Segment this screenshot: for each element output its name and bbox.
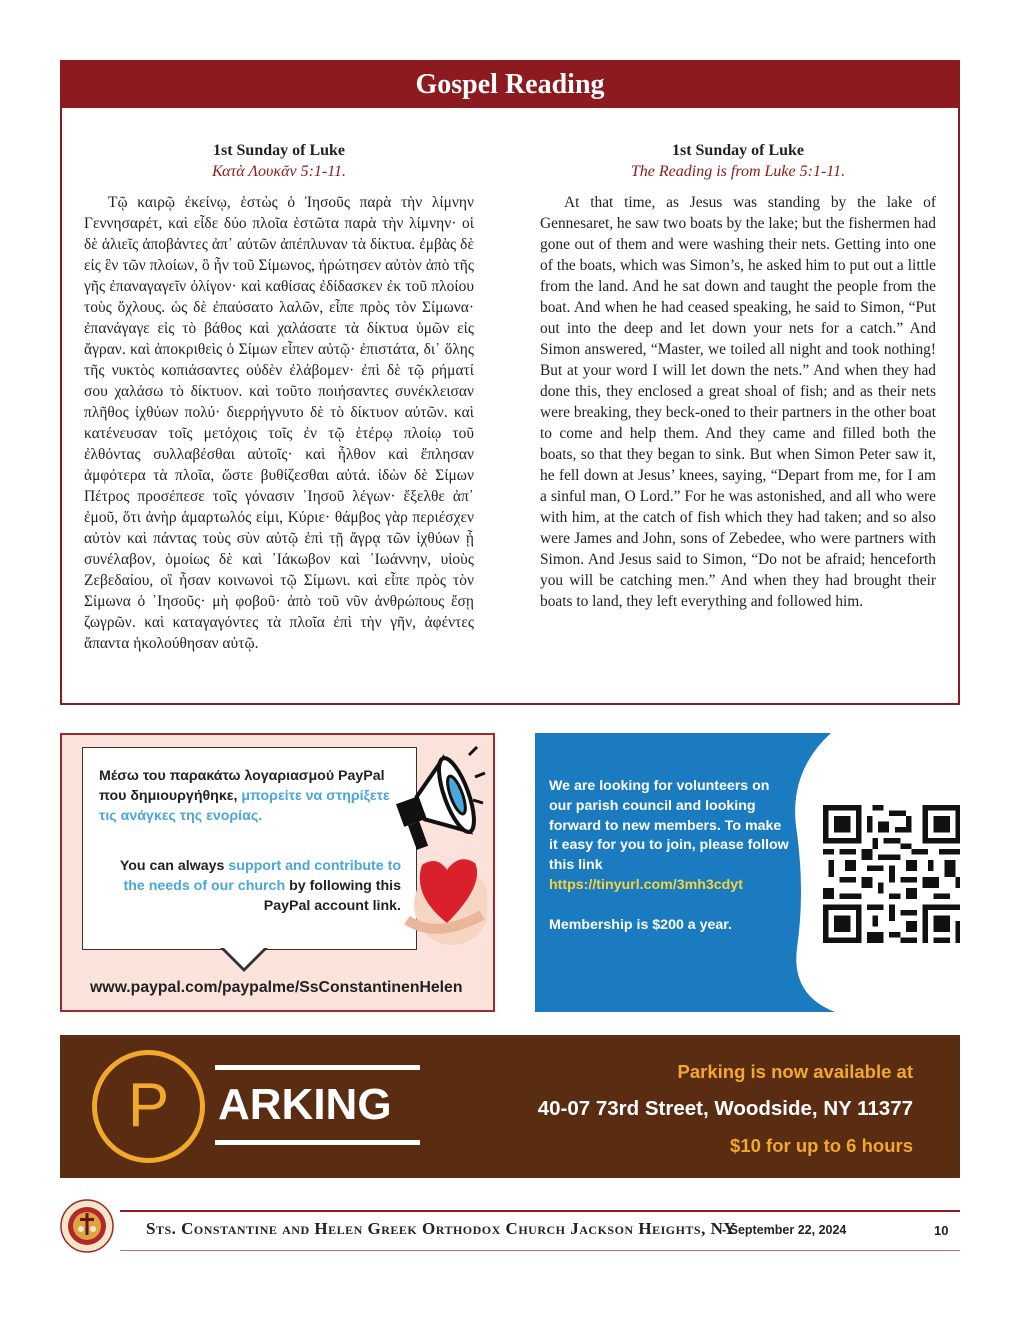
parking-address: 40-07 73rd Street, Woodside, NY 11377 [537, 1097, 913, 1120]
parking-banner [60, 1035, 960, 1178]
footer-rule-top [120, 1210, 960, 1212]
paypal-greek-plain: Μέσω του παρακάτω λογαριασμού PayPal που δημιουργήθηκε, [99, 768, 385, 804]
page-number: 10 [934, 1223, 949, 1238]
paypal-greek-text [99, 766, 399, 826]
parking-info [538, 1059, 913, 1159]
membership-fee: Membership is $200 a year. [549, 916, 732, 933]
volunteer-section [535, 733, 960, 1012]
paypal-english-text [101, 856, 401, 916]
parking-availability: Parking is now available at [677, 1061, 913, 1082]
megaphone-icon [377, 745, 487, 945]
qr-code-icon[interactable] [823, 805, 960, 943]
paypal-english-post: by following this PayPal account link. [263, 878, 401, 914]
paypal-english-pre: You can always [119, 858, 225, 874]
gospel-reading-section [60, 60, 960, 705]
footer-date: - September 22, 2024 [722, 1223, 847, 1237]
english-text: At that time, as Jesus was standing by the lake of Gennesaret, he saw two boats by the lake; but the fishermen had gone out of them and were washing their nets. Getting into one of the boats, which was Simon’s, he asked him to put out a little from the land. And he sat down and taught the people from the boat. And when he had ceased speaking, he said to Simon, “Put out into the deep and let down your nets for a catch.” And Simon answered, “Master, we toiled all night and took nothing! But at your word I will let down the nets.” And when they had done this, they enclosed a great shoal of fish; and as their nets were breaking, they beck-oned to their partners in the other boat to come and help them. And they came and filled both the boats, so that they began to sink. But when Simon Peter saw it, he fell down at Jesus’ knees, saying, “Depart from me, for I am a sinful man, O Lord.” For he was astonished, and all who were with him, at the catch of fish which they had taken; and so also were James and John, sons of Zebedee, who were partners with Simon. And Jesus said to Simon, “Do not be afraid; henceforth you will be catching men.” And when they had brought their boats to land, they left everything and followed him. [540, 194, 936, 610]
greek-text: Τῷ καιρῷ ἐκείνῳ, ἑστὼς ὁ Ἰησοῦς παρὰ τὴν λίμνην Γεννησαρέτ, καὶ εἶδε δύο πλοῖα ἑστῶτα παρὰ τὴν λίμνην· οἱ δὲ ἁλιεῖς ἀποβάντες ἀπ᾿ αὐτῶν ἀπέπλυναν τὰ δίκτυα. ἐμβὰς δὲ εἰς ἓν τῶν πλοίων, ὃ ἦν τοῦ Σίμωνος, ἠρώτησεν αὐτὸν ἀπὸ τῆς γῆς ἐπαναγαγεῖν ὀλίγον· καὶ καθίσας ἐδίδασκεν ἐκ τοῦ πλοίου τοὺς ὄχλους. ὡς δὲ ἐπαύσατο λαλῶν, εἶπε πρὸς τὸν Σίμωνα· ἐπανάγαγε εἰς τὸ βάθος καὶ χαλάσατε τὰ δίκτυα ὑμῶν εἰς ἄγραν. καὶ ἀποκριθεὶς ὁ Σίμων εἶπεν αὐτῷ· ἐπιστάτα, δι᾿ ὅλης τῆς νυκτὸς κοπιάσαντες οὐδὲν ἐλάβομεν· ἐπὶ δὲ τῷ ρήματί σου χαλάσω τὸ δίκτυον. καὶ τοῦτο ποιήσαντες συνέκλεισαν πλῆθος ἰχθύων πολύ· διερρήγνυτο δὲ τὸ δίκτυον αὐτῶν. καὶ κατένευσαν τοῖς μετόχοις τοῖς ἐν τῷ ἑτέρῳ πλοίῳ τοῦ ἐλθόντας συλλαβέσθαι αὐτοῖς· καὶ ἦλθον καὶ ἔπλησαν ἀμφότερα τὰ πλοῖα, ὥστε βυθίζεσθαι αὐτά. ἰδὼν δὲ Σίμων Πέτρος προσέπεσε τοῖς γόνασιν ᾿Ιησοῦ λέγων· ἔξελθε ἀπ᾿ ἐμοῦ, ὅτι ἀνὴρ ἁμαρτωλός εἰμι, Κύριε· θάμβος γὰρ περιέσχεν αὐτὸν καὶ πάντας τοὺς σὺν αὐτῷ ἐπὶ τῇ ἄγρᾳ τῶν ἰχθύων ᾗ συνέλαβον, ὁμοίως δὲ καὶ ᾿Ιάκωβον καὶ ᾿Ιωάννην, υἱοὺς Ζεβεδαίου, οἳ ἦσαν κοινωνοὶ τῷ Σίμωνι. καὶ εἶπε πρὸς τὸν Σίμωνα ὁ ᾿Ιησοῦς· μὴ φοβοῦ· ἀπὸ τοῦ νῦν ἀνθρώπους ἔσῃ ζωγρῶν. καὶ καταγαγόντες τὰ πλοῖα ἐπὶ τὴν γῆν, ἀφέντες ἅπαντα ἠκολούθησαν αὐτῷ. [84, 194, 474, 652]
greek-title: 1st Sunday of Luke [212, 142, 346, 159]
footer-rule-bottom [120, 1250, 960, 1251]
paypal-link[interactable]: www.paypal.com/paypalme/SsConstantinenHelen [90, 979, 463, 996]
greek-subtitle: Κατὰ Λουκᾶν 5:1-11. [211, 163, 347, 180]
speech-bubble-tail [220, 948, 268, 972]
greek-column [84, 140, 474, 654]
parking-p-icon: P [92, 1050, 205, 1163]
parking-word: ARKING [218, 1080, 392, 1129]
english-title: 1st Sunday of Luke [671, 142, 805, 159]
english-subtitle: The Reading is from Luke 5:1-11. [630, 163, 846, 180]
paypal-greek-highlight: μπορείτε να στηρίξετε τις ανάγκες της ενορίας. [99, 788, 390, 824]
volunteer-message: We are looking for volunteers on our parish council and looking forward to new members. To make it easy for you to join, please follow this link [549, 778, 789, 874]
gospel-header: Gospel Reading [62, 62, 958, 108]
paypal-english-highlight: support and contribute to the needs of our church [123, 858, 401, 894]
footer-church-name: Sts. Constantine and Helen Greek Orthodox Church Jackson Heights, NY [146, 1219, 737, 1238]
paypal-section [60, 733, 495, 1012]
english-column [540, 140, 936, 612]
speech-bubble [82, 747, 417, 950]
parking-price: $10 for up to 6 hours [730, 1135, 913, 1156]
church-seal-icon [60, 1199, 114, 1253]
divider-bottom [215, 1140, 420, 1145]
volunteer-link[interactable]: https://tinyurl.com/3mh3cdyt [549, 876, 743, 893]
volunteer-text-block [549, 777, 789, 936]
divider-top [215, 1065, 420, 1070]
